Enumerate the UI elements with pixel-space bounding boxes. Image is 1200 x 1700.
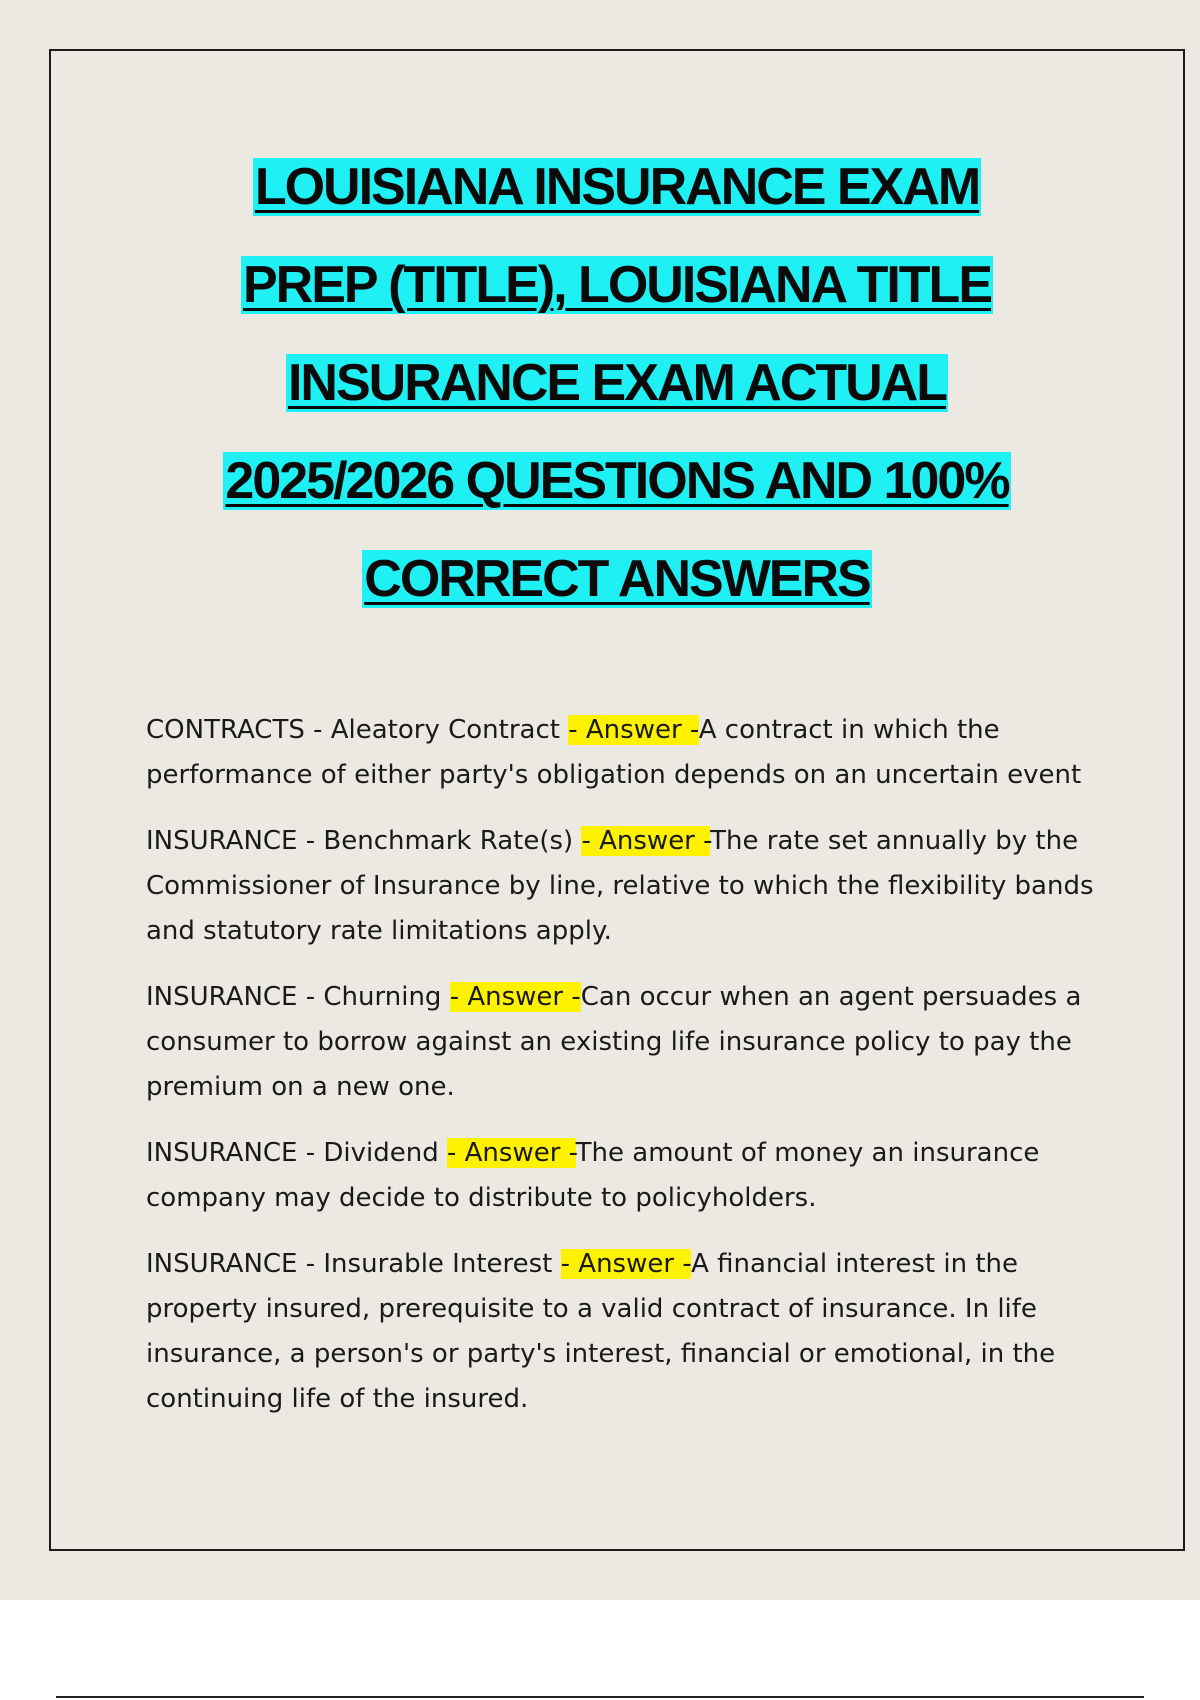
qa-entry: [146, 1131, 1106, 1221]
document-title: [49, 138, 1185, 628]
answer-marker: - Answer -: [581, 826, 711, 856]
title-line-text: INSURANCE EXAM ACTUAL: [287, 354, 947, 412]
title-line-text: 2025/2026 QUESTIONS AND 100%: [225, 452, 1009, 510]
entry-term: INSURANCE - Insurable Interest: [146, 1249, 561, 1279]
entry-definition: Can occur when an agent persuades a consumer to borrow against an existing life insurance policy to pay the premium on a new one.: [146, 982, 1082, 1102]
bottom-divider: [56, 1696, 1144, 1698]
qa-entry: [146, 708, 1106, 798]
entry-term: INSURANCE - Benchmark Rate(s): [146, 826, 582, 856]
title-line: [49, 432, 1185, 530]
title-line-text: PREP (TITLE), LOUISIANA TITLE: [243, 256, 991, 314]
title-line-text: CORRECT ANSWERS: [364, 550, 870, 608]
entry-definition: A financial interest in the property insured, prerequisite to a valid contract of insurance. In life insurance, a person's or party's interest, financial or emotional, in the continuing life of the insured.: [146, 1249, 1056, 1414]
entry-term: CONTRACTS - Aleatory Contract: [146, 715, 569, 745]
entry-definition: A contract in which the performance of either party's obligation depends on an uncertain event: [146, 715, 1082, 790]
title-line: [49, 236, 1185, 334]
qa-entry: [146, 819, 1106, 954]
entry-term: INSURANCE - Dividend: [146, 1138, 447, 1168]
title-line: [49, 530, 1185, 628]
qa-entries: [146, 708, 1106, 1443]
entry-definition: The rate set annually by the Commissioner of Insurance by line, relative to which the flexibility bands and statutory rate limitations apply.: [146, 826, 1094, 946]
answer-marker: - Answer -: [447, 1138, 576, 1168]
title-line: [49, 334, 1185, 432]
entry-definition: The amount of money an insurance company may decide to distribute to policyholders.: [146, 1138, 1040, 1213]
entry-term: INSURANCE - Churning: [146, 982, 450, 1012]
answer-marker: - Answer -: [568, 715, 699, 745]
title-line: [49, 138, 1185, 236]
answer-marker: - Answer -: [560, 1249, 692, 1279]
qa-entry: [146, 975, 1106, 1110]
qa-entry: [146, 1242, 1106, 1422]
title-line-text: LOUISIANA INSURANCE EXAM: [254, 158, 980, 216]
answer-marker: - Answer -: [449, 982, 581, 1012]
